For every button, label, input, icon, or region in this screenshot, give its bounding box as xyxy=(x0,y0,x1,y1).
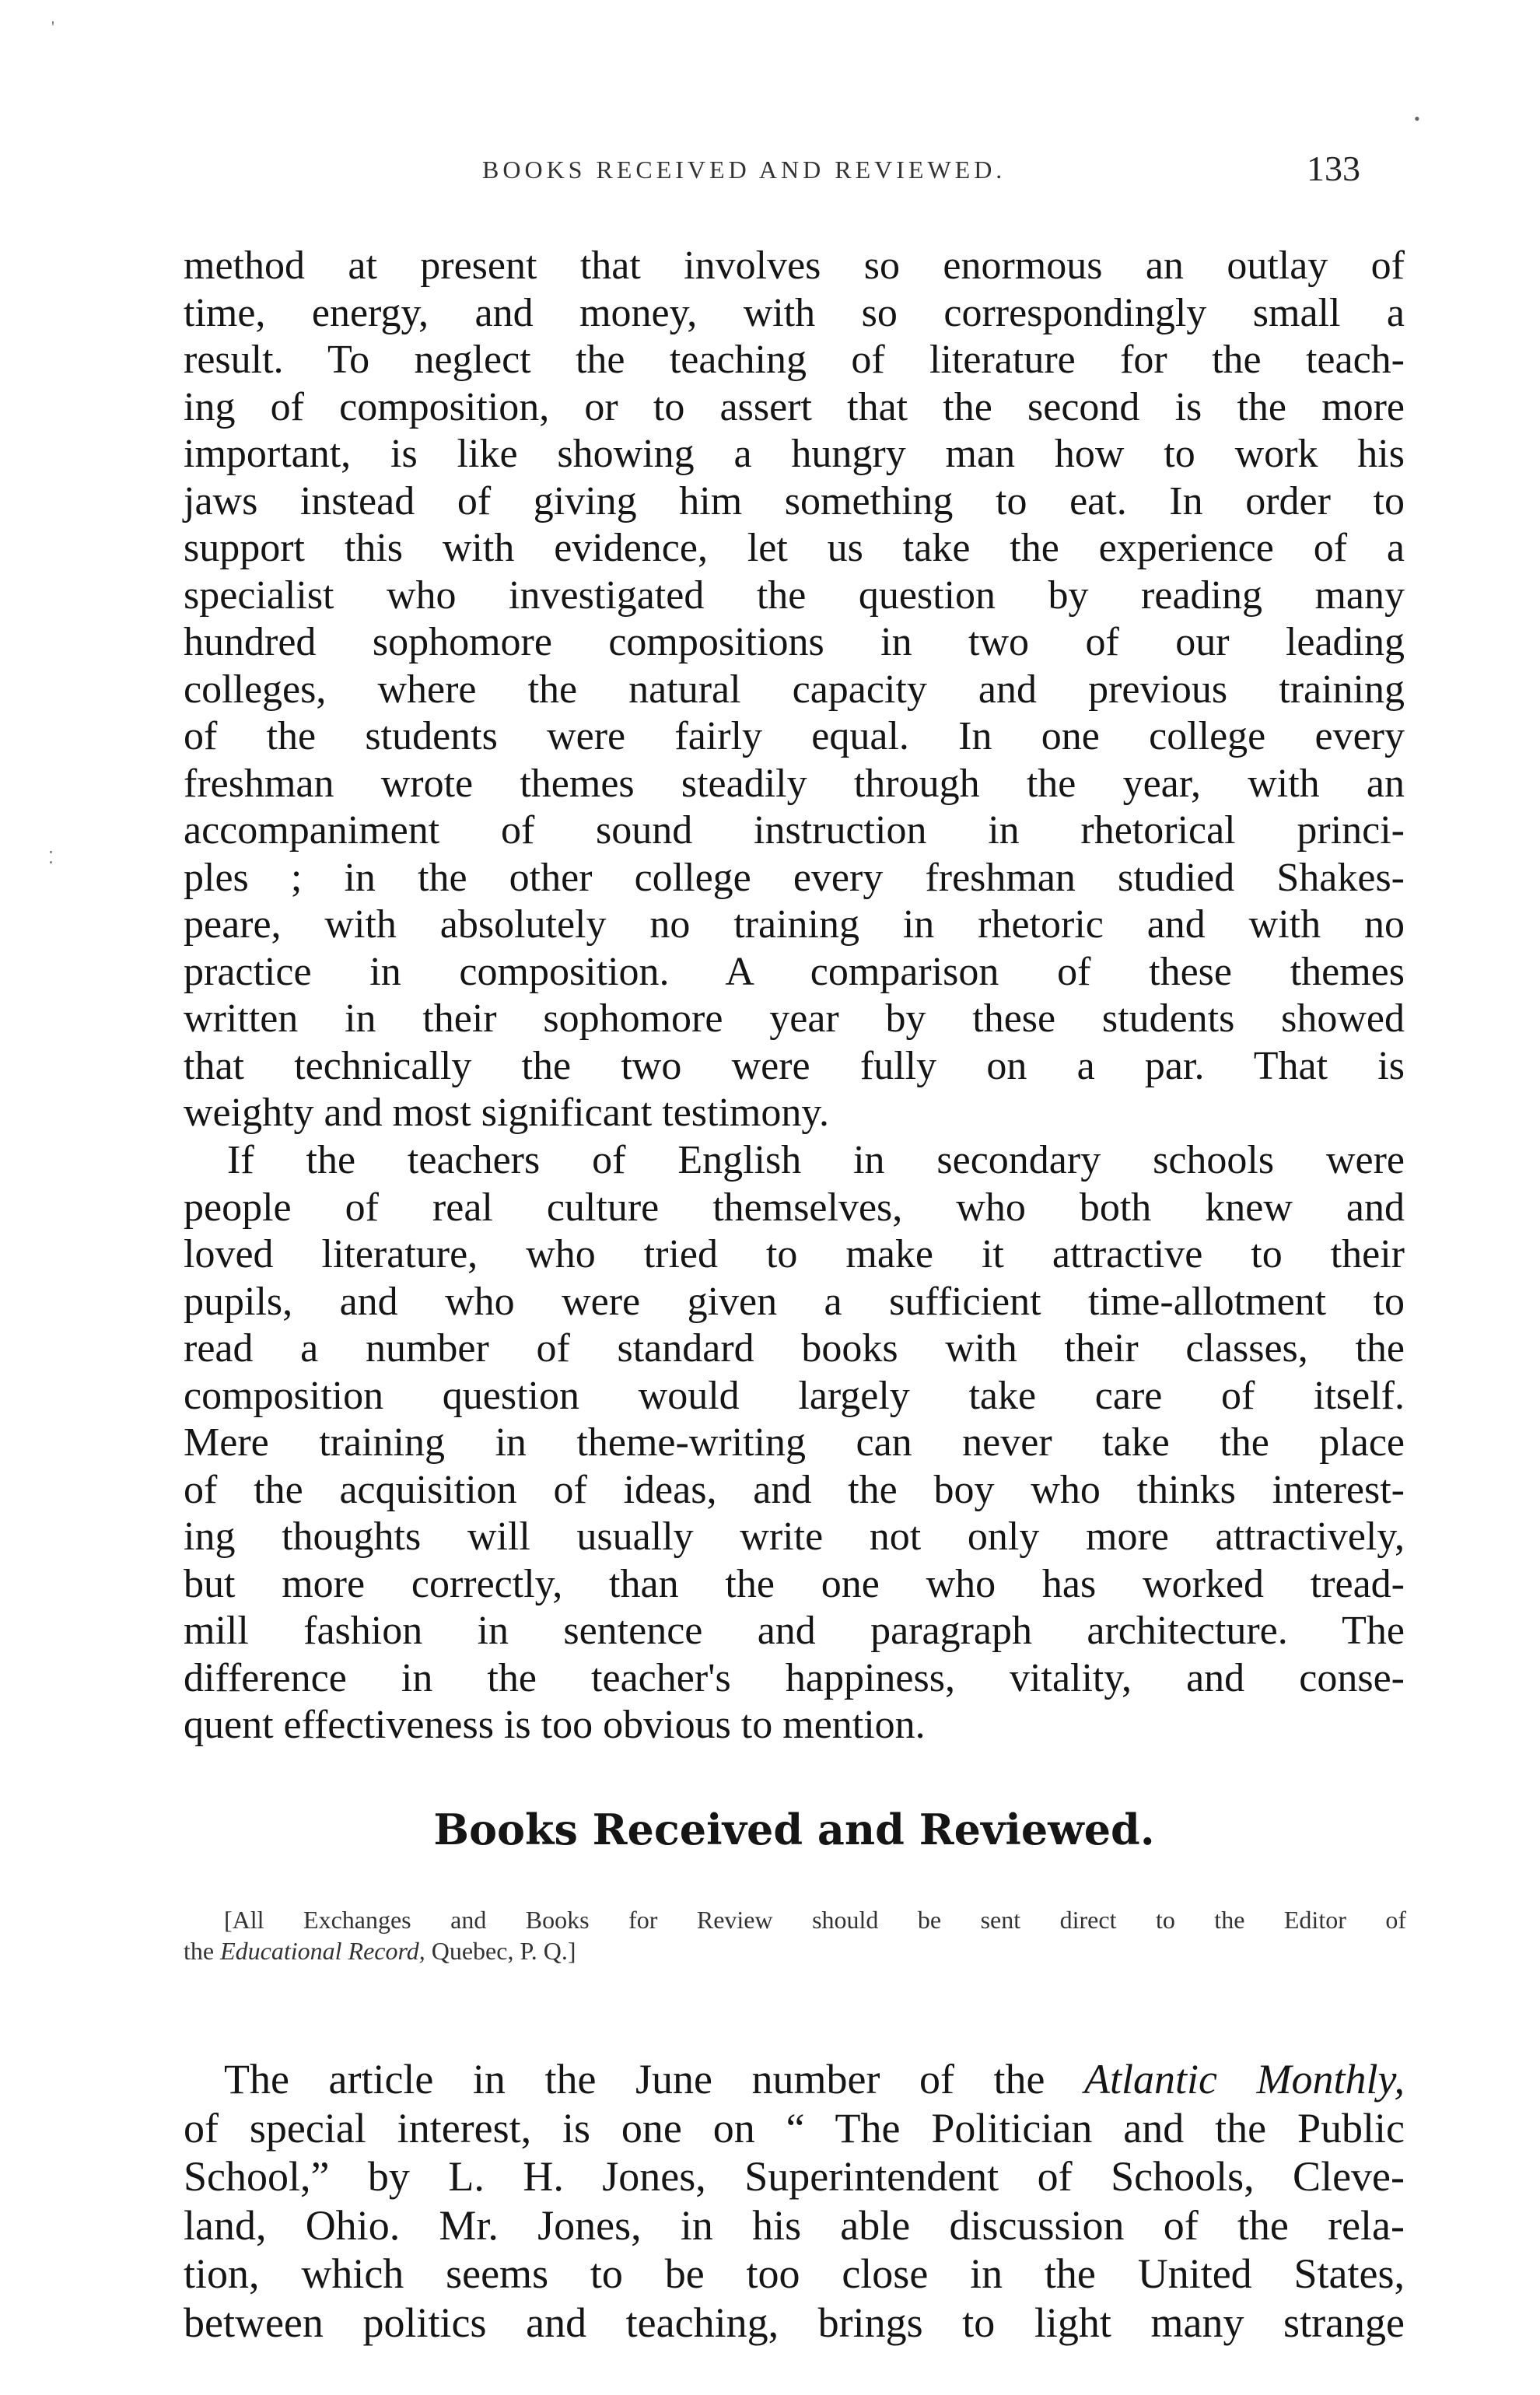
note-text: the xyxy=(184,1937,221,1965)
publication-title: Educational Record, xyxy=(220,1937,425,1965)
review-text: The article in the June number of the xyxy=(224,2056,1085,2103)
scan-dot: • xyxy=(1414,109,1420,128)
text-line: between politics and teaching, brings to light many strange xyxy=(184,2299,1405,2346)
note-line: [All Exchanges and Books for Review should be sent direct to the Editor of xyxy=(224,1906,1406,1934)
scan-mark: ' xyxy=(51,17,54,37)
text-line: time, energy, and money, with so correspondingly small a xyxy=(184,290,1405,335)
running-head: BOOKS RECEIVED AND REVIEWED. xyxy=(482,156,1006,184)
text-line: read a number of standard books with their classes, the xyxy=(184,1326,1405,1371)
text-line: of the acquisition of ideas, and the boy who thinks interest- xyxy=(184,1467,1405,1512)
text-line: freshman wrote themes steadily through the year, with an xyxy=(184,761,1405,806)
note-line xyxy=(184,1935,1406,1966)
text-line: ples ; in the other college every freshman studied Shakes- xyxy=(184,855,1405,900)
text-line: loved literature, who tried to make it attractive to their xyxy=(184,1232,1405,1276)
section-title: Books Received and Reviewed. xyxy=(433,1805,1155,1854)
text-line: result. To neglect the teaching of literature for the teach- xyxy=(184,338,1405,382)
text-line: mill fashion in sentence and paragraph architecture. The xyxy=(184,1609,1405,1653)
text-line: practice in composition. A comparison of these themes xyxy=(184,949,1405,994)
text-line: of special interest, is one on “ The Politician and the Public xyxy=(184,2104,1405,2152)
text-line: hundred sophomore compositions in two of our leading xyxy=(184,620,1405,664)
text-line: ing of composition, or to assert that the second is the more xyxy=(184,384,1405,429)
text-line: pupils, and who were given a sufficient time-allotment to xyxy=(184,1279,1405,1324)
text-line: composition question would largely take care of itself. xyxy=(184,1373,1405,1418)
text-line: but more correctly, than the one who has worked tread- xyxy=(184,1561,1405,1606)
text-line: weighty and most significant testimony. xyxy=(184,1091,829,1135)
text-line: support this with evidence, let us take the experience of a xyxy=(184,526,1405,570)
text-line: method at present that involves so enormous an outlay of xyxy=(184,243,1405,288)
scan-mark: ⁚ xyxy=(48,848,54,867)
text-line xyxy=(184,2055,1405,2104)
text-line: people of real culture themselves, who both knew and xyxy=(184,1185,1405,1230)
text-line: School,” by L. H. Jones, Superintendent of Schools, Cleve- xyxy=(184,2153,1405,2200)
text-line: accompaniment of sound instruction in rhetorical princi- xyxy=(184,808,1405,853)
text-line: Mere training in theme-writing can never take the place xyxy=(184,1420,1405,1465)
text-line: colleges, where the natural capacity and previous training xyxy=(184,667,1405,712)
text-line: ing thoughts will usually write not only more attractively, xyxy=(184,1514,1405,1559)
text-line: specialist who investigated the question by reading many xyxy=(184,572,1405,618)
paragraph xyxy=(184,1137,1405,1749)
review-paragraph xyxy=(184,2055,1405,2347)
text-line: jaws instead of giving him something to eat. In order to xyxy=(184,478,1405,523)
text-line: written in their sophomore year by these students showed xyxy=(184,996,1405,1041)
text-line: land, Ohio. Mr. Jones, in his able discussion of the rela- xyxy=(184,2201,1405,2249)
note-text: Quebec, P. Q.] xyxy=(425,1937,576,1965)
editor-note xyxy=(184,1904,1406,1966)
paragraph-continued xyxy=(184,243,1405,1137)
text-line: If the teachers of English in secondary schools were xyxy=(227,1138,1405,1182)
text-line: tion, which seems to be too close in the United States, xyxy=(184,2250,1405,2297)
magazine-title: Atlantic Monthly, xyxy=(1084,2056,1405,2103)
text-line: that technically the two were fully on a par. That is xyxy=(184,1043,1405,1088)
text-line: quent effectiveness is too obvious to mention. xyxy=(184,1703,926,1747)
text-line: difference in the teacher's happiness, vitality, and conse- xyxy=(184,1655,1405,1700)
text-line: important, is like showing a hungry man how to work his xyxy=(184,432,1405,476)
text-line: peare, with absolutely no training in rhetoric and with no xyxy=(184,902,1405,947)
page-number: 133 xyxy=(1307,149,1360,188)
text-line: of the students were fairly equal. In one college every xyxy=(184,714,1405,758)
